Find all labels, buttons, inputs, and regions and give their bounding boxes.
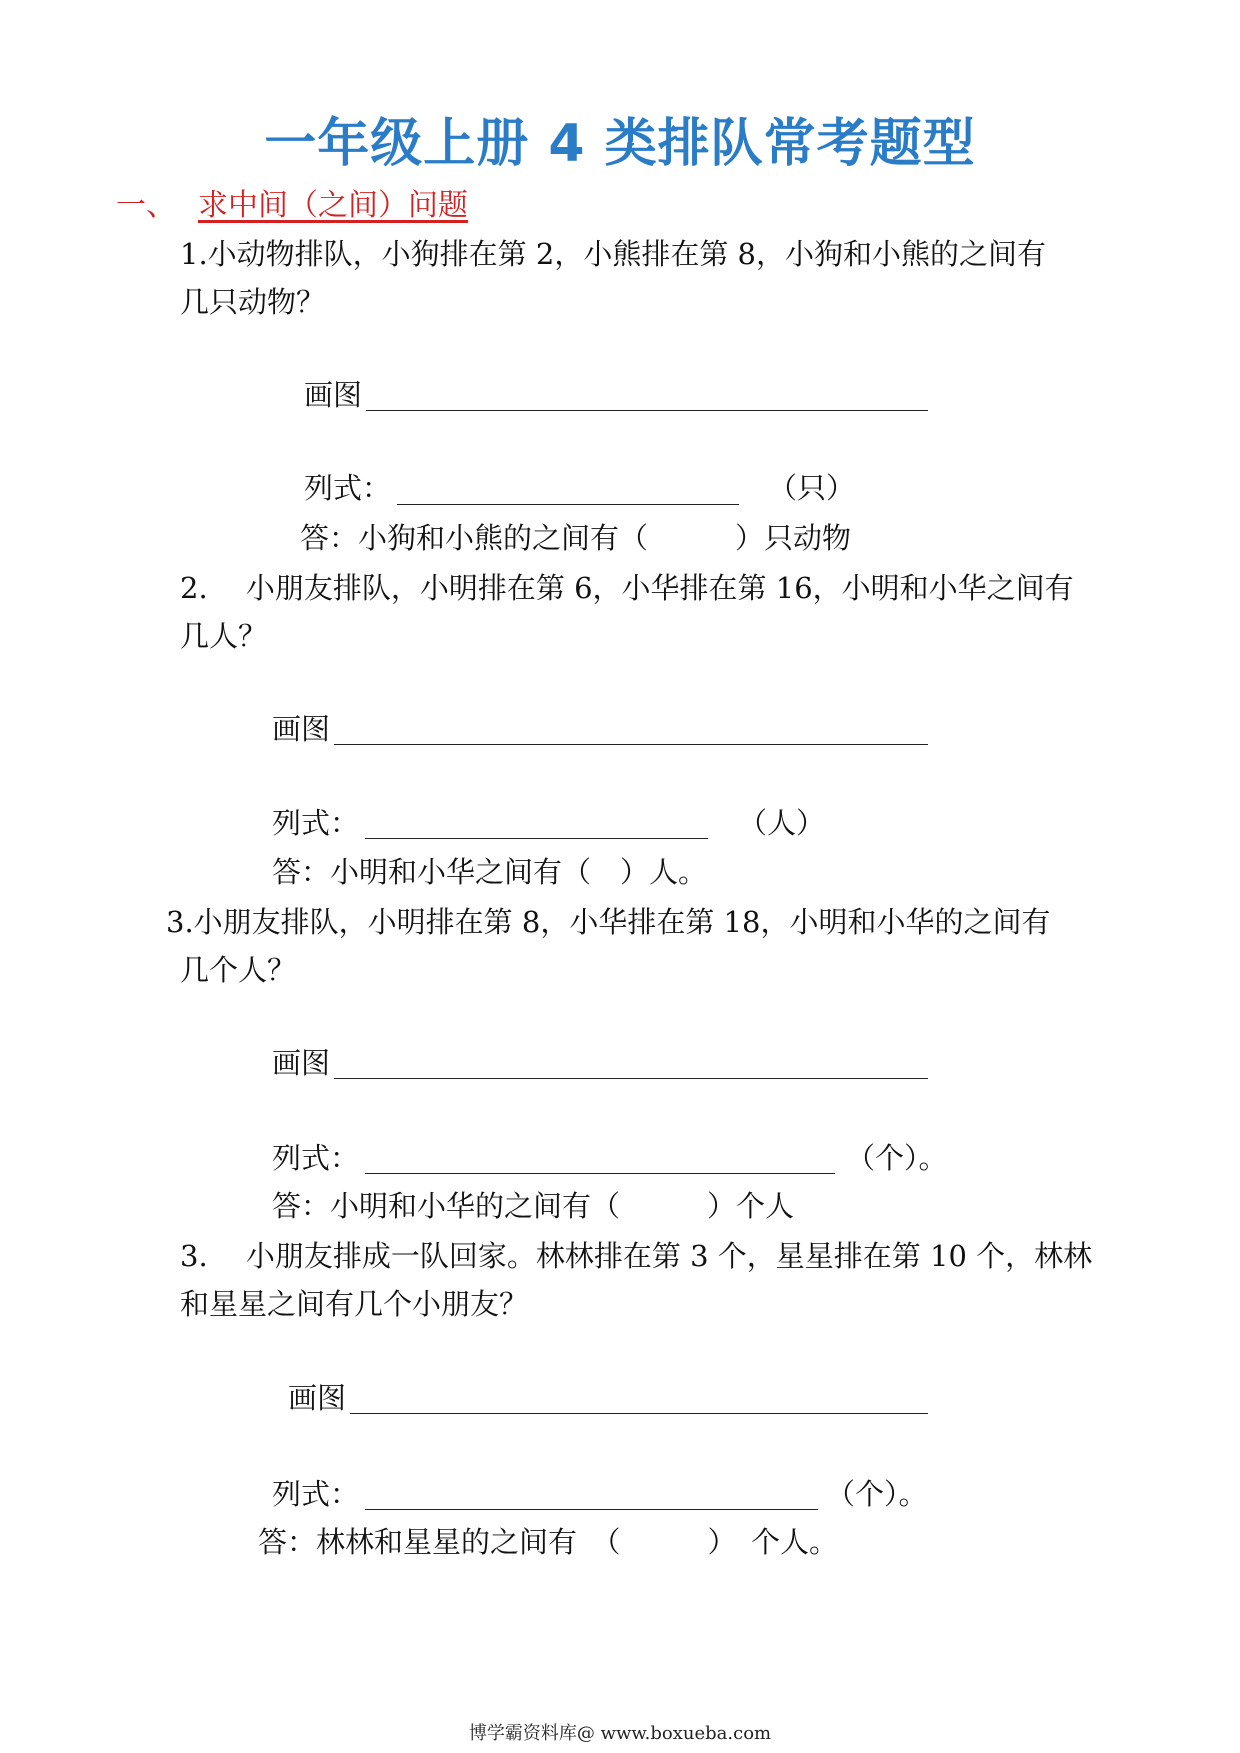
question-2-formula-unit: （人） [738,806,826,840]
question-3-answer: 答：小明和小华的之间有（ ）个人 [272,1189,795,1223]
question-1-draw-line[interactable] [366,410,928,411]
question-3-formula-unit: （个）。 [846,1141,948,1175]
question-1-text-line2: 几只动物？ [180,285,326,319]
section-heading [116,186,468,226]
question-3-text: 3.小朋友排队，小明排在第 8，小华排在第 18，小明和小华的之间有 [166,905,1051,939]
question-2-draw-label: 画图 [272,712,331,746]
question-2-formula-line[interactable] [365,838,708,839]
question-2-draw-line[interactable] [334,744,928,745]
section-number: 一、 [116,188,176,223]
question-4-text: 3. 小朋友排成一队回家。林林排在第 3 个，星星排在第 10 个，林林 [180,1239,1093,1273]
question-1-formula-unit: （只） [768,471,856,505]
question-3-formula-line[interactable] [365,1173,835,1174]
question-4-draw-line[interactable] [350,1413,928,1414]
question-4-formula-label: 列式： [272,1477,360,1511]
question-3-formula-label: 列式： [272,1141,360,1175]
question-4-formula-unit: （个）。 [826,1477,928,1511]
question-1-formula-line[interactable] [397,504,739,505]
question-2-text-line2: 几人？ [180,619,268,653]
question-4-text-line2: 和星星之间有几个小朋友？ [180,1287,529,1321]
question-4-answer: 答：林林和星星的之间有 （ ） 个人。 [258,1525,839,1559]
question-2-text: 2. 小朋友排队，小明排在第 6，小华排在第 16，小明和小华之间有 [180,571,1074,605]
question-3-draw-label: 画图 [272,1046,331,1080]
question-3-draw-line[interactable] [334,1078,928,1079]
question-4-formula-line[interactable] [365,1509,818,1510]
question-2-answer: 答：小明和小华之间有（ ）人。 [272,855,708,889]
section-label: 求中间（之间）问题 [198,188,468,223]
question-1-text: 1.小动物排队，小狗排在第 2，小熊排在第 8，小狗和小熊的之间有 [180,237,1047,271]
page-title: 一年级上册 4 类排队常考题型 [264,114,976,174]
question-2-formula-label: 列式： [272,806,360,840]
footer-watermark: 博学霸资料库@ www.boxueba.com [468,1723,772,1744]
question-3-text-line2: 几个人？ [180,953,297,987]
question-1-draw-label: 画图 [304,378,363,412]
question-1-formula-label: 列式： [304,471,392,505]
question-4-draw-label: 画图 [288,1381,347,1415]
question-1-answer: 答：小狗和小熊的之间有（ ）只动物 [300,521,852,555]
